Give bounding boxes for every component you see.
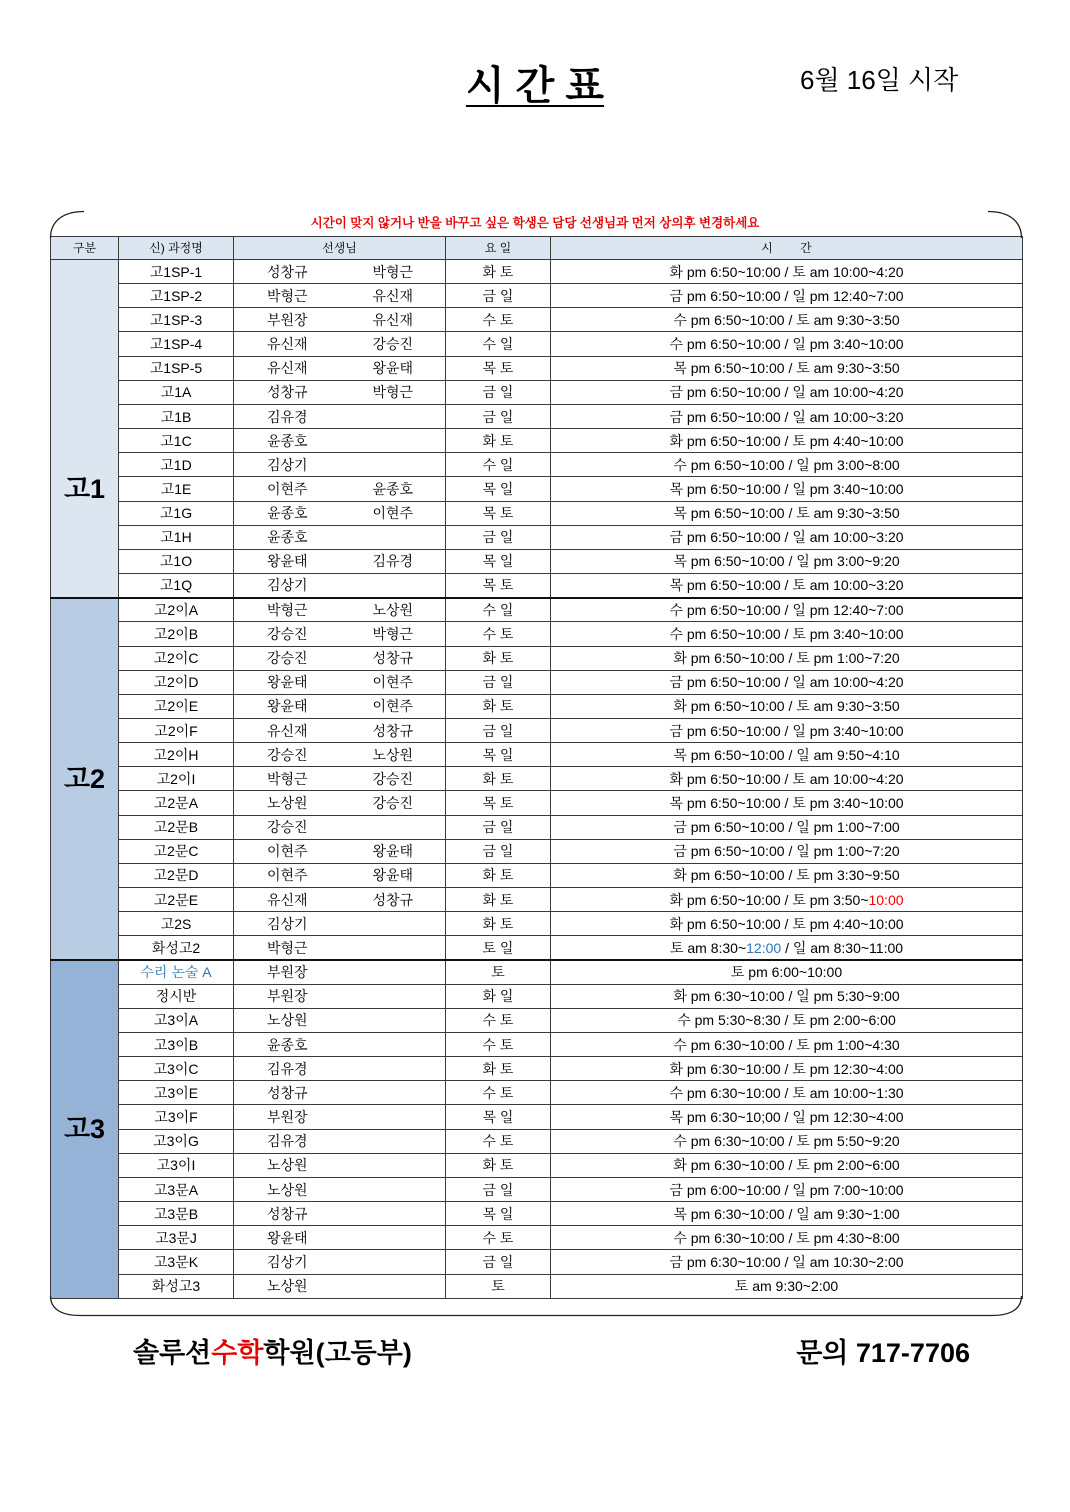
academy-name-prefix: 솔루션 [133, 1338, 212, 1368]
course-name: 고1G [119, 501, 234, 525]
teacher-secondary [341, 429, 446, 453]
table-row [51, 863, 1023, 887]
course-name: 고1SP-3 [119, 308, 234, 332]
course-name: 고2문E [119, 888, 234, 912]
class-days: 금 일 [446, 525, 551, 549]
class-days: 금 일 [446, 670, 551, 694]
class-time: 목 pm 6:50~10:00 / 일 pm 3:00~9:20 [551, 549, 1023, 573]
teacher-secondary [341, 984, 446, 1008]
class-days: 금 일 [446, 284, 551, 308]
class-days: 목 일 [446, 1105, 551, 1129]
class-time: 금 pm 6:50~10:00 / 일 am 10:00~4:20 [551, 380, 1023, 404]
class-days: 토 [446, 960, 551, 984]
table-row [51, 453, 1023, 477]
table-row [51, 936, 1023, 960]
academy-name [133, 1336, 412, 1370]
teacher-secondary: 박형근 [341, 380, 446, 404]
table-row [51, 1008, 1023, 1032]
table-row [51, 574, 1023, 598]
teacher-primary: 부원장 [234, 308, 341, 332]
class-time: 화 pm 6:50~10:00 / 토 pm 4:40~10:00 [551, 429, 1023, 453]
teacher-secondary: 노상원 [341, 743, 446, 767]
time-text: 토 am 8:30~ [669, 939, 747, 956]
teacher-primary: 김유경 [234, 1057, 341, 1081]
table-row [51, 791, 1023, 815]
teacher-primary: 노상원 [234, 1008, 341, 1032]
class-days: 화 토 [446, 429, 551, 453]
teacher-primary: 유신재 [234, 718, 341, 742]
class-time [551, 936, 1023, 960]
teacher-secondary: 김유경 [341, 549, 446, 573]
teacher-secondary [341, 1177, 446, 1201]
class-time: 금 pm 6:50~10:00 / 일 am 10:00~4:20 [551, 670, 1023, 694]
teacher-primary: 윤종호 [234, 429, 341, 453]
teacher-secondary [341, 936, 446, 960]
teacher-primary: 이현주 [234, 839, 341, 863]
class-time: 목 pm 6:50~10:00 / 토 am 9:30~3:50 [551, 501, 1023, 525]
table-row [51, 912, 1023, 936]
class-time: 화 pm 6:50~10:00 / 토 am 10:00~4:20 [551, 260, 1023, 284]
teacher-primary: 강승진 [234, 622, 341, 646]
course-name: 고3문J [119, 1226, 234, 1250]
teacher-secondary [341, 404, 446, 428]
teacher-primary: 부원장 [234, 984, 341, 1008]
teacher-primary: 이현주 [234, 863, 341, 887]
teacher-secondary: 노상원 [341, 598, 446, 622]
class-days: 토 일 [446, 936, 551, 960]
timetable [50, 236, 1023, 1299]
course-name: 고3문B [119, 1202, 234, 1226]
teacher-secondary: 왕윤태 [341, 863, 446, 887]
teacher-secondary: 이현주 [341, 501, 446, 525]
class-days: 목 일 [446, 1202, 551, 1226]
course-name: 고1C [119, 429, 234, 453]
course-name: 고3이F [119, 1105, 234, 1129]
class-time: 금 pm 6:50~10:00 / 일 pm 12:40~7:00 [551, 284, 1023, 308]
class-time: 화 pm 6:30~10:00 / 토 pm 12:30~4:00 [551, 1057, 1023, 1081]
header-group: 구분 [51, 237, 119, 260]
table-row [51, 260, 1023, 284]
course-name: 고1B [119, 404, 234, 428]
teacher-secondary [341, 1250, 446, 1274]
teacher-primary: 왕윤태 [234, 670, 341, 694]
class-time: 목 pm 6:50~10:00 / 토 am 10:00~3:20 [551, 574, 1023, 598]
teacher-primary: 김유경 [234, 1129, 341, 1153]
class-time: 수 pm 6:50~10:00 / 일 pm 12:40~7:00 [551, 598, 1023, 622]
table-row [51, 1033, 1023, 1057]
class-time: 목 pm 6:50~10:00 / 토 pm 3:40~10:00 [551, 791, 1023, 815]
class-time: 화 pm 6:50~10:00 / 토 pm 3:30~9:50 [551, 863, 1023, 887]
table-row [51, 718, 1023, 742]
table-row [51, 670, 1023, 694]
class-days: 금 일 [446, 380, 551, 404]
teacher-secondary: 윤종호 [341, 477, 446, 501]
course-name: 화성고2 [119, 936, 234, 960]
class-days: 화 토 [446, 1153, 551, 1177]
teacher-secondary [341, 525, 446, 549]
table-row [51, 1105, 1023, 1129]
teacher-secondary [341, 1008, 446, 1032]
class-days: 금 일 [446, 815, 551, 839]
grade-group-label: 고2 [51, 598, 119, 960]
course-name: 고1SP-2 [119, 284, 234, 308]
course-name: 고2이C [119, 646, 234, 670]
table-row [51, 1250, 1023, 1274]
course-name: 고2이E [119, 694, 234, 718]
class-time: 수 pm 6:50~10:00 / 토 pm 3:40~10:00 [551, 622, 1023, 646]
teacher-secondary [341, 960, 446, 984]
teacher-secondary [341, 815, 446, 839]
notice-text: 시간이 맞지 않거나 반을 바꾸고 싶은 학생은 담당 선생님과 먼저 상의후 변경하세요 [310, 216, 760, 230]
teacher-primary: 이현주 [234, 477, 341, 501]
table-header-row [51, 237, 1023, 260]
class-days: 화 토 [446, 694, 551, 718]
header-days: 요 일 [446, 237, 551, 260]
class-days: 목 일 [446, 549, 551, 573]
teacher-primary: 박형근 [234, 284, 341, 308]
class-days: 목 토 [446, 574, 551, 598]
course-name: 고1E [119, 477, 234, 501]
teacher-primary: 노상원 [234, 1153, 341, 1177]
teacher-primary: 김상기 [234, 1250, 341, 1274]
class-time: 금 pm 6:00~10:00 / 일 pm 7:00~10:00 [551, 1177, 1023, 1201]
class-time: 금 pm 6:50~10:00 / 일 am 10:00~3:20 [551, 525, 1023, 549]
course-name: 고1SP-4 [119, 332, 234, 356]
teacher-primary: 노상원 [234, 791, 341, 815]
teacher-primary: 노상원 [234, 1274, 341, 1298]
table-row [51, 960, 1023, 984]
table-row [51, 1177, 1023, 1201]
class-days: 수 토 [446, 1226, 551, 1250]
teacher-secondary: 왕윤태 [341, 839, 446, 863]
teacher-primary: 강승진 [234, 646, 341, 670]
class-time: 화 pm 6:50~10:00 / 토 pm 1:00~7:20 [551, 646, 1023, 670]
page-title-text: 시 간 표 [465, 64, 605, 108]
class-days: 화 토 [446, 888, 551, 912]
teacher-primary: 박형근 [234, 936, 341, 960]
course-name: 고3이B [119, 1033, 234, 1057]
teacher-secondary [341, 574, 446, 598]
class-time: 화 pm 6:50~10:00 / 토 pm 4:40~10:00 [551, 912, 1023, 936]
table-row [51, 839, 1023, 863]
table-row [51, 380, 1023, 404]
class-days: 화 토 [446, 912, 551, 936]
class-days: 목 토 [446, 791, 551, 815]
course-name: 고2S [119, 912, 234, 936]
table-row [51, 984, 1023, 1008]
teacher-primary: 부원장 [234, 960, 341, 984]
class-days: 화 토 [446, 863, 551, 887]
teacher-secondary: 이현주 [341, 670, 446, 694]
class-time: 수 pm 6:30~10:00 / 토 am 10:00~1:30 [551, 1081, 1023, 1105]
teacher-primary: 왕윤태 [234, 694, 341, 718]
table-row [51, 1057, 1023, 1081]
class-time: 목 pm 6:30~10;00 / 일 pm 12:30~4:00 [551, 1105, 1023, 1129]
course-name: 고2이H [119, 743, 234, 767]
teacher-secondary [341, 1105, 446, 1129]
class-days: 화 토 [446, 260, 551, 284]
course-name: 수리 논술 A [119, 960, 234, 984]
teacher-primary: 박형근 [234, 767, 341, 791]
teacher-primary: 강승진 [234, 815, 341, 839]
table-row [51, 1153, 1023, 1177]
table-row [51, 1081, 1023, 1105]
table-row [51, 622, 1023, 646]
class-days: 목 일 [446, 477, 551, 501]
teacher-secondary: 왕윤태 [341, 356, 446, 380]
class-time: 수 pm 6:30~10:00 / 토 pm 1:00~4:30 [551, 1033, 1023, 1057]
table-row [51, 888, 1023, 912]
teacher-primary: 강승진 [234, 743, 341, 767]
teacher-secondary [341, 912, 446, 936]
course-name: 고1H [119, 525, 234, 549]
grade-group-label: 고3 [51, 960, 119, 1298]
class-days: 토 [446, 1274, 551, 1298]
table-row [51, 598, 1023, 622]
class-time: 금 pm 6:50~10:00 / 일 pm 1:00~7:00 [551, 815, 1023, 839]
teacher-primary: 유신재 [234, 332, 341, 356]
teacher-secondary: 강승진 [341, 791, 446, 815]
table-row [51, 694, 1023, 718]
course-name: 고1A [119, 380, 234, 404]
teacher-secondary [341, 1202, 446, 1226]
academy-name-suffix: 학원(고등부) [263, 1338, 412, 1368]
teacher-secondary: 박형근 [341, 622, 446, 646]
table-row [51, 477, 1023, 501]
teacher-primary: 성창규 [234, 380, 341, 404]
class-days: 화 토 [446, 1057, 551, 1081]
class-time: 화 pm 6:50~10:00 / 토 am 9:30~3:50 [551, 694, 1023, 718]
class-days: 금 일 [446, 404, 551, 428]
course-name: 고2이A [119, 598, 234, 622]
course-name: 고3문K [119, 1250, 234, 1274]
table-row [51, 308, 1023, 332]
course-name: 정시반 [119, 984, 234, 1008]
teacher-secondary [341, 1226, 446, 1250]
time-highlight: 12:00 [746, 939, 782, 956]
teacher-secondary: 유신재 [341, 308, 446, 332]
course-name: 고3이C [119, 1057, 234, 1081]
teacher-secondary: 이현주 [341, 694, 446, 718]
time-highlight: 10:00 [868, 891, 904, 908]
class-days: 목 토 [446, 356, 551, 380]
course-name: 고1SP-1 [119, 260, 234, 284]
class-time: 금 pm 6:50~10:00 / 일 pm 1:00~7:20 [551, 839, 1023, 863]
class-days: 수 토 [446, 1081, 551, 1105]
teacher-secondary: 박형근 [341, 260, 446, 284]
class-time [551, 888, 1023, 912]
class-time: 수 pm 5:30~8:30 / 토 pm 2:00~6:00 [551, 1008, 1023, 1032]
course-name: 고2이D [119, 670, 234, 694]
class-time: 목 pm 6:50~10:00 / 일 am 9:50~4:10 [551, 743, 1023, 767]
course-name: 고2이B [119, 622, 234, 646]
teacher-primary: 박형근 [234, 598, 341, 622]
class-time: 수 pm 6:50~10:00 / 일 pm 3:40~10:00 [551, 332, 1023, 356]
class-time: 수 pm 6:50~10:00 / 일 pm 3:00~8:00 [551, 453, 1023, 477]
teacher-primary: 김상기 [234, 453, 341, 477]
class-days: 수 일 [446, 598, 551, 622]
teacher-secondary [341, 1081, 446, 1105]
course-name: 고2문C [119, 839, 234, 863]
table-row [51, 1274, 1023, 1298]
header-time: 시 간 [551, 237, 1023, 260]
course-name: 고3이G [119, 1129, 234, 1153]
course-name: 고2문A [119, 791, 234, 815]
time-text: 화 pm 6:50~10:00 / 토 pm 3:50~ [669, 891, 869, 908]
course-name: 고3이A [119, 1008, 234, 1032]
table-row [51, 429, 1023, 453]
teacher-primary: 김유경 [234, 404, 341, 428]
teacher-primary: 유신재 [234, 888, 341, 912]
teacher-primary: 유신재 [234, 356, 341, 380]
table-row [51, 404, 1023, 428]
teacher-secondary: 유신재 [341, 284, 446, 308]
course-name: 고3이I [119, 1153, 234, 1177]
academy-name-highlight: 수학 [211, 1338, 264, 1368]
class-time: 수 pm 6:50~10:00 / 토 am 9:30~3:50 [551, 308, 1023, 332]
table-row [51, 284, 1023, 308]
class-days: 수 토 [446, 308, 551, 332]
teacher-primary: 노상원 [234, 1177, 341, 1201]
class-time: 화 pm 6:30~10:00 / 일 pm 5:30~9:00 [551, 984, 1023, 1008]
start-date-note: 6월 16일 시작 [800, 65, 959, 95]
course-name: 화성고3 [119, 1274, 234, 1298]
teacher-primary: 김상기 [234, 912, 341, 936]
teacher-secondary: 강승진 [341, 332, 446, 356]
teacher-secondary [341, 453, 446, 477]
table-row [51, 332, 1023, 356]
table-row [51, 525, 1023, 549]
table-row [51, 1202, 1023, 1226]
class-time: 목 pm 6:50~10:00 / 일 pm 3:40~10:00 [551, 477, 1023, 501]
header-course: 신) 과정명 [119, 237, 234, 260]
table-row [51, 815, 1023, 839]
teacher-secondary [341, 1274, 446, 1298]
teacher-primary: 왕윤태 [234, 1226, 341, 1250]
teacher-primary: 부원장 [234, 1105, 341, 1129]
teacher-primary: 성창규 [234, 260, 341, 284]
class-time: 수 pm 6:30~10:00 / 토 pm 5:50~9:20 [551, 1129, 1023, 1153]
teacher-secondary [341, 1033, 446, 1057]
class-days: 금 일 [446, 1250, 551, 1274]
grade-group-label: 고1 [51, 260, 119, 598]
class-time: 목 pm 6:30~10:00 / 일 am 9:30~1:00 [551, 1202, 1023, 1226]
course-name: 고1SP-5 [119, 356, 234, 380]
class-days: 수 토 [446, 1008, 551, 1032]
table-row [51, 767, 1023, 791]
teacher-primary: 왕윤태 [234, 549, 341, 573]
teacher-secondary: 성창규 [341, 646, 446, 670]
class-days: 화 토 [446, 767, 551, 791]
table-row [51, 743, 1023, 767]
class-days: 수 일 [446, 453, 551, 477]
class-days: 수 일 [446, 332, 551, 356]
teacher-primary: 윤종호 [234, 525, 341, 549]
contact-phone: 문의 717-7706 [796, 1338, 970, 1368]
teacher-secondary: 강승진 [341, 767, 446, 791]
class-days: 수 토 [446, 622, 551, 646]
course-name: 고2이F [119, 718, 234, 742]
class-days: 목 토 [446, 501, 551, 525]
course-name: 고2이I [119, 767, 234, 791]
teacher-primary: 윤종호 [234, 1033, 341, 1057]
course-name: 고1D [119, 453, 234, 477]
teacher-primary: 윤종호 [234, 501, 341, 525]
class-time: 수 pm 6:30~10:00 / 토 pm 4:30~8:00 [551, 1226, 1023, 1250]
course-name: 고3문A [119, 1177, 234, 1201]
course-name: 고2문B [119, 815, 234, 839]
teacher-secondary: 성창규 [341, 888, 446, 912]
teacher-primary: 성창규 [234, 1202, 341, 1226]
table-row [51, 549, 1023, 573]
class-time: 금 pm 6:50~10:00 / 일 am 10:00~3:20 [551, 404, 1023, 428]
table-row [51, 1129, 1023, 1153]
frame-bottom [51, 1296, 1022, 1316]
table-row [51, 501, 1023, 525]
class-time: 금 pm 6:30~10:00 / 일 am 10:30~2:00 [551, 1250, 1023, 1274]
class-time: 화 pm 6:30~10:00 / 토 pm 2:00~6:00 [551, 1153, 1023, 1177]
class-time: 목 pm 6:50~10:00 / 토 am 9:30~3:50 [551, 356, 1023, 380]
class-time: 토 pm 6:00~10:00 [551, 960, 1023, 984]
class-days: 금 일 [446, 1177, 551, 1201]
course-name: 고3이E [119, 1081, 234, 1105]
class-time: 화 pm 6:50~10:00 / 토 am 10:00~4:20 [551, 767, 1023, 791]
table-row [51, 356, 1023, 380]
header-teacher: 선생님 [234, 237, 446, 260]
table-row [51, 1226, 1023, 1250]
class-time: 금 pm 6:50~10:00 / 일 pm 3:40~10:00 [551, 718, 1023, 742]
course-name: 고1Q [119, 574, 234, 598]
class-days: 화 토 [446, 646, 551, 670]
teacher-secondary: 성창규 [341, 718, 446, 742]
course-name: 고2문D [119, 863, 234, 887]
teacher-secondary [341, 1057, 446, 1081]
class-days: 목 일 [446, 743, 551, 767]
time-text: / 일 am 8:30~11:00 [781, 939, 904, 956]
class-time: 토 am 9:30~2:00 [551, 1274, 1023, 1298]
teacher-secondary [341, 1129, 446, 1153]
class-days: 금 일 [446, 718, 551, 742]
class-days: 화 일 [446, 984, 551, 1008]
course-name: 고1O [119, 549, 234, 573]
table-row [51, 646, 1023, 670]
class-days: 수 토 [446, 1033, 551, 1057]
class-days: 수 토 [446, 1129, 551, 1153]
timetable-body [51, 260, 1023, 1299]
teacher-primary: 성창규 [234, 1081, 341, 1105]
class-days: 금 일 [446, 839, 551, 863]
teacher-primary: 김상기 [234, 574, 341, 598]
teacher-secondary [341, 1153, 446, 1177]
